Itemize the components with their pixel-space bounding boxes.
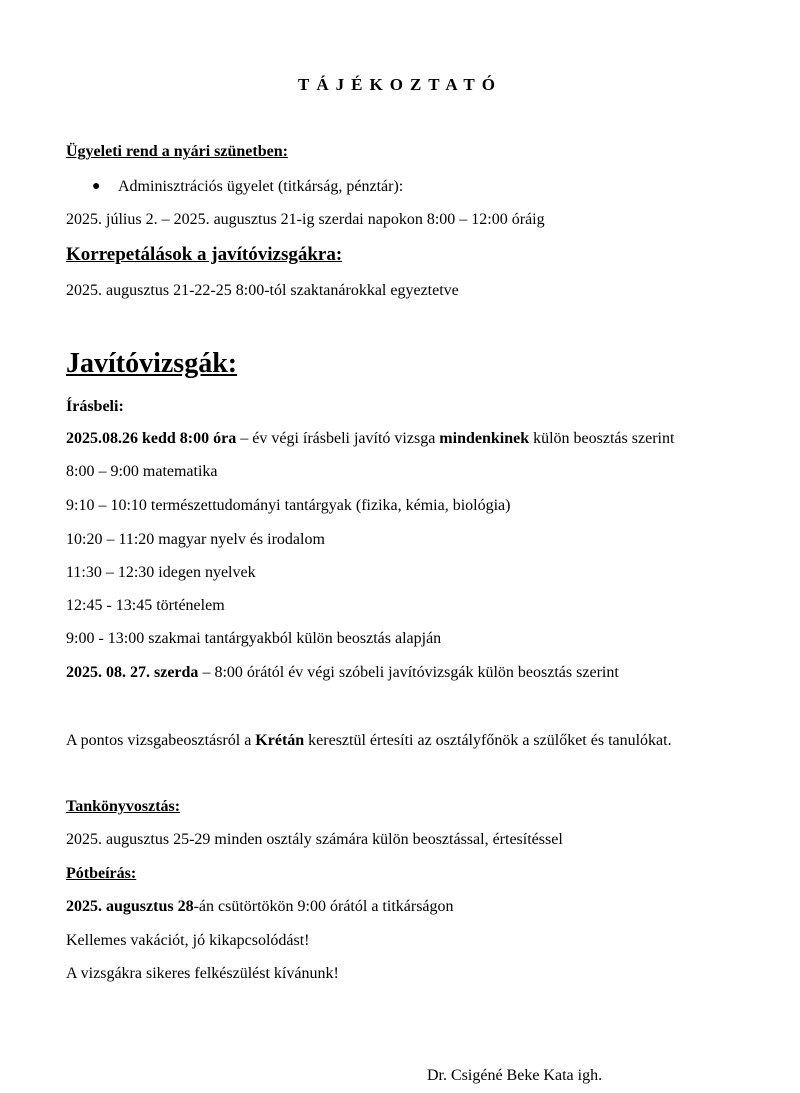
late-enrollment-date: 2025. augusztus 28	[66, 898, 194, 915]
late-enrollment-text: -án csütörtökön 9:00 órától a titkárságon	[193, 898, 454, 915]
schedule-item: 8:00 – 9:00 matematika	[66, 463, 218, 480]
oral-text: – 8:00 órától év végi szóbeli javítóvizsgák külön beosztás szerint	[198, 664, 619, 681]
oral-exam-line	[66, 663, 619, 683]
schedule-item: 9:00 - 13:00 szakmai tantárgyakból külön beosztás alapján	[66, 630, 442, 647]
oral-date: 2025. 08. 27. szerda	[66, 664, 199, 681]
closing-line: Kellemes vakációt, jó kikapcsolódást!	[66, 932, 310, 949]
page-title: TÁJÉKOZTATÓ	[298, 75, 502, 94]
textbooks-text: 2025. augusztus 25-29 minden osztály számára külön beosztással, értesítéssel	[66, 831, 563, 848]
written-exam-line	[66, 429, 674, 449]
written-heading: Írásbeli:	[66, 398, 124, 415]
written-text-b: külön beosztás szerint	[529, 430, 675, 447]
written-date: 2025.08.26 kedd 8:00 óra	[66, 430, 237, 447]
signature: Dr. Csigéné Beke Kata igh.	[427, 1067, 603, 1084]
duty-heading: Ügyeleti rend a nyári szünetben:	[66, 143, 288, 160]
late-enrollment-heading: Pótbeírás:	[66, 865, 137, 882]
tutoring-text: 2025. augusztus 21-22-25 8:00-tól szaktanárokkal egyeztetve	[66, 282, 459, 299]
exams-heading: Javítóvizsgák:	[66, 348, 238, 379]
schedule-item: 12:45 - 13:45 történelem	[66, 597, 225, 614]
schedule-item: 10:20 – 11:20 magyar nyelv és irodalom	[66, 531, 325, 548]
written-text-a: – év végi írásbeli javító vizsga	[236, 430, 440, 447]
duty-bullet-text: Adminisztrációs ügyelet (titkárság, pénztár):	[118, 178, 404, 195]
written-all: mindenkinek	[439, 430, 530, 447]
closing-line: A vizsgákra sikeres felkészülést kívánunk!	[66, 965, 339, 982]
notice-text-b: keresztül értesíti az osztályfőnök a szülőket és tanulókat.	[304, 732, 672, 749]
notice-text-a: A pontos vizsgabeosztásról a	[66, 732, 256, 749]
notice-platform: Krétán	[255, 732, 305, 749]
notice-line	[66, 731, 672, 751]
duty-schedule: 2025. július 2. – 2025. augusztus 21-ig szerdai napokon 8:00 – 12:00 óráig	[66, 211, 545, 228]
textbooks-heading: Tankönyvosztás:	[66, 798, 181, 815]
schedule-item: 11:30 – 12:30 idegen nyelvek	[66, 564, 256, 581]
late-enrollment-line	[66, 897, 454, 917]
tutoring-heading: Korrepetálások a javítóvizsgákra:	[66, 244, 343, 265]
schedule-item: 9:10 – 10:10 természettudományi tantárgyak (fizika, kémia, biológia)	[66, 497, 511, 514]
bullet-icon: ●	[92, 179, 101, 194]
